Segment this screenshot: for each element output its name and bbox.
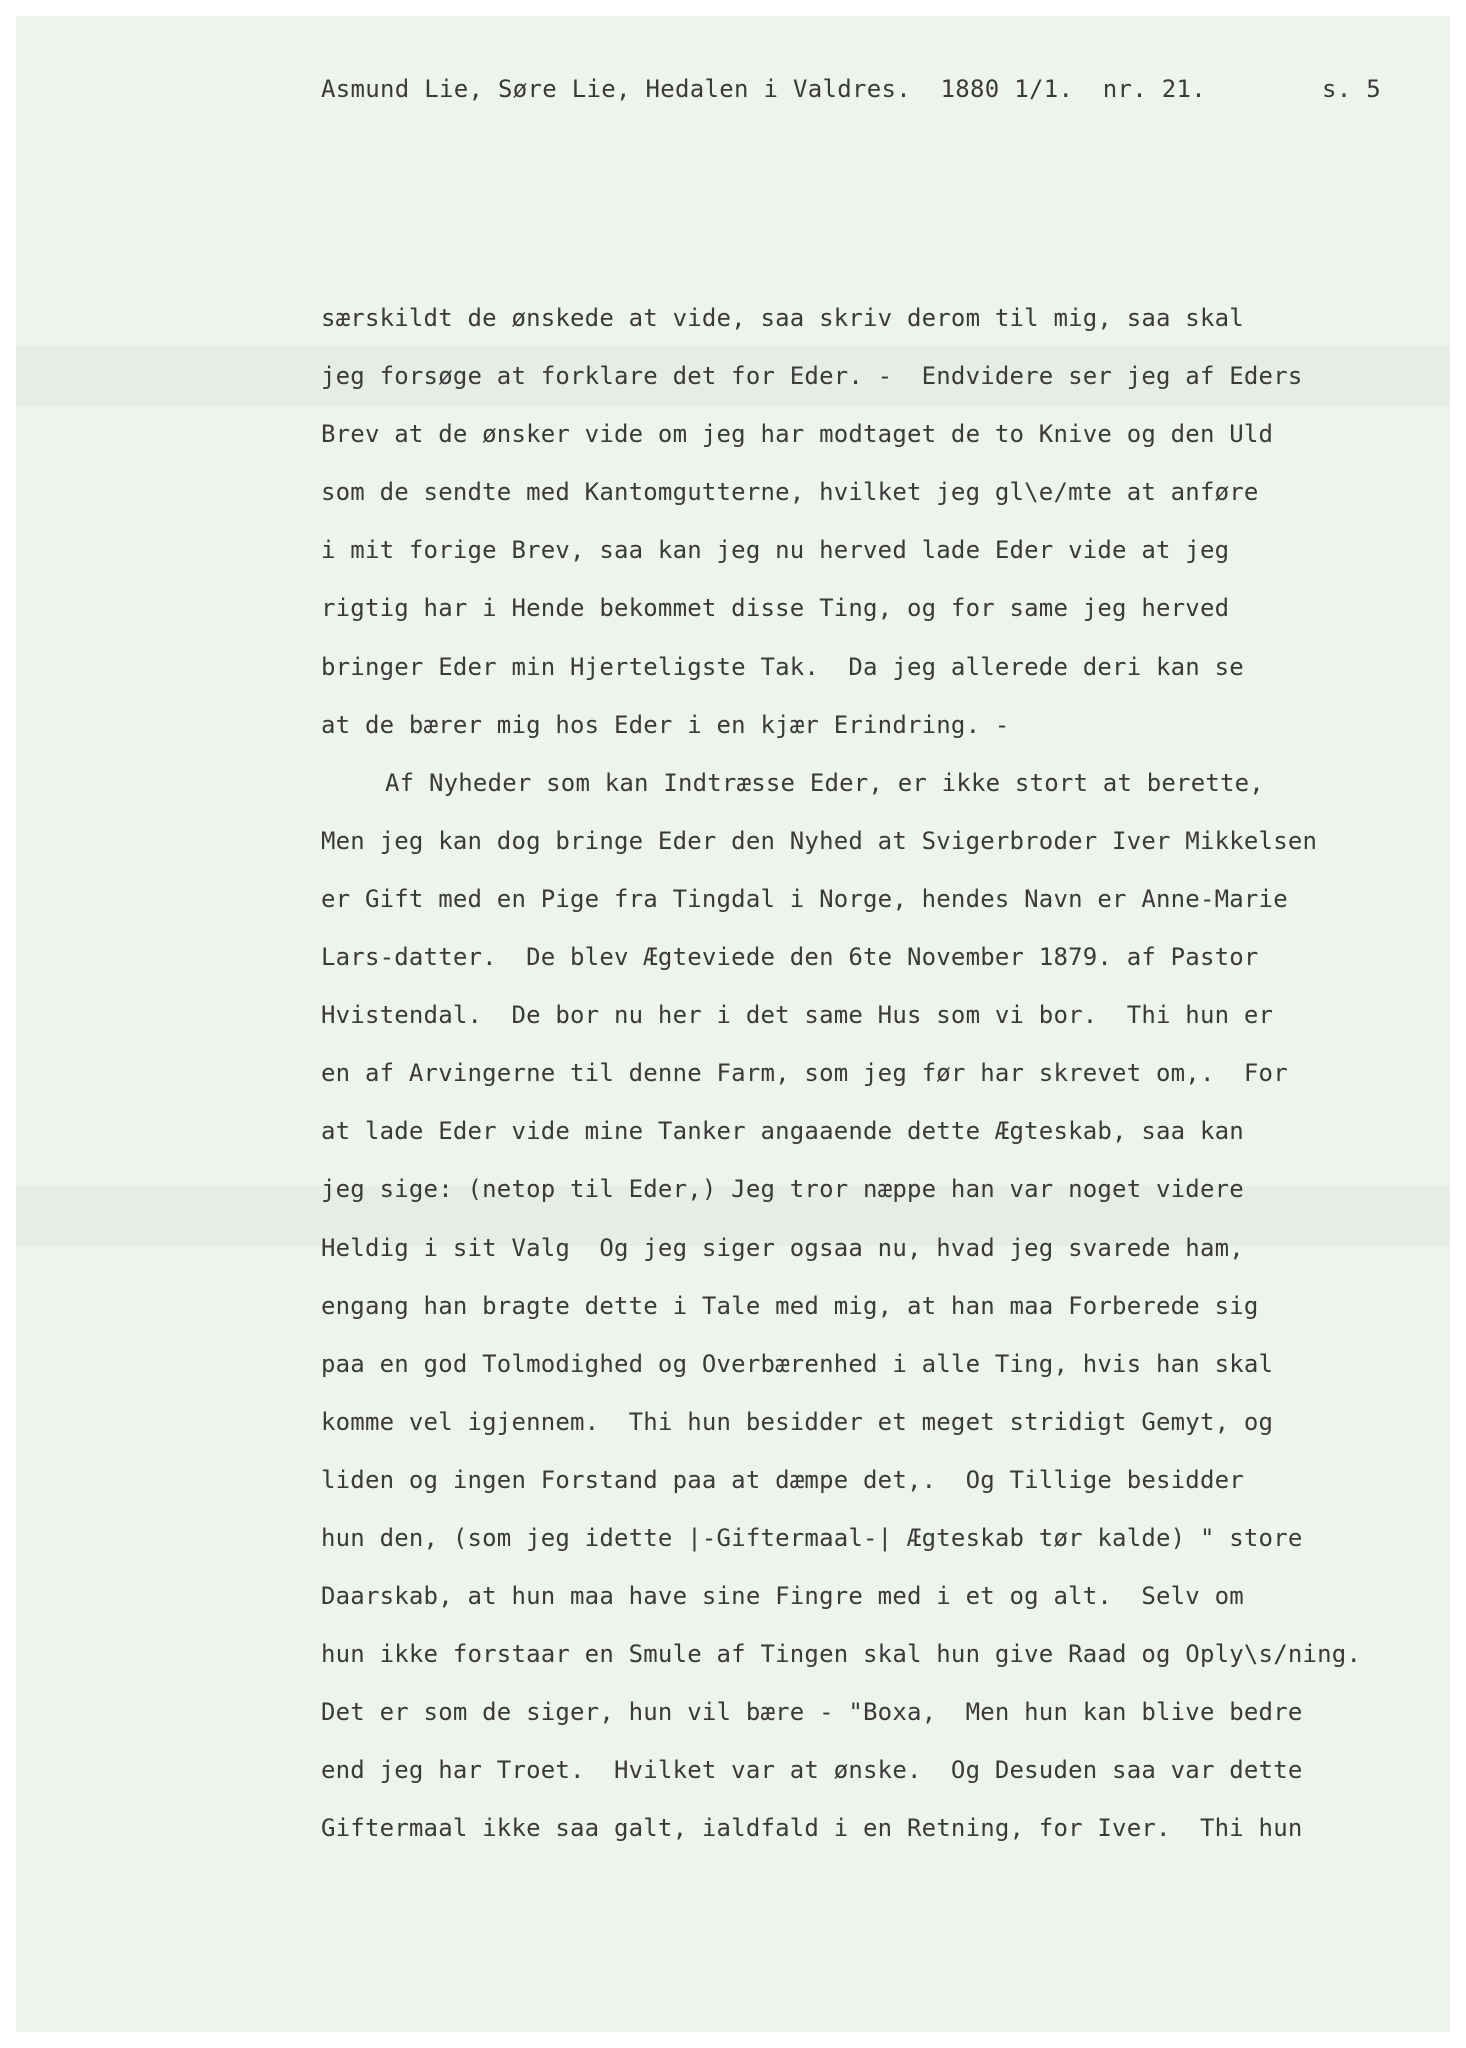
text-line: hun ikke forstaar en Smule af Tingen skal hun give Raad og Oply\s/ning.: [321, 1640, 1362, 1669]
text-line: jeg forsøge at forklare det for Eder. - Endvidere ser jeg af Eders: [321, 362, 1303, 391]
text-line: Det er som de siger, hun vil bære - "Boxa, Men hun kan blive bedre: [321, 1698, 1303, 1727]
text-line: rigtig har i Hende bekommet disse Ting, og for same jeg herved: [321, 594, 1230, 623]
text-line: Af Nyheder som kan Indtræsse Eder, er ikke stort at berette,: [385, 768, 1264, 797]
letter-body: [321, 289, 1381, 1858]
text-line: jeg sige: (netop til Eder,) Jeg tror næppe han var noget videre: [321, 1175, 1244, 1204]
text-line: i mit forige Brev, saa kan jeg nu herved lade Eder vide at jeg: [321, 536, 1230, 565]
text-line: som de sendte med Kantomgutterne, hvilket jeg gl\e/mte at anføre: [321, 478, 1259, 507]
text-line: særskildt de ønskede at vide, saa skriv derom til mig, saa skal: [321, 304, 1244, 332]
text-line: liden og ingen Forstand paa at dæmpe det,. Og Tillige besidder: [321, 1465, 1244, 1494]
text-line: en af Arvingerne til denne Farm, som jeg før har skrevet om,. For: [321, 1059, 1288, 1088]
text-line: hun den, (som jeg idette |-Giftermaal-| Ægteskab tør kalde) " store: [321, 1523, 1303, 1552]
text-line: komme vel igjennem. Thi hun besidder et meget stridigt Gemyt, og: [321, 1407, 1274, 1436]
header-text: Asmund Lie, Søre Lie, Hedalen i Valdres. 1880 1/1. nr. 21.: [321, 75, 1206, 103]
text-line: er Gift med en Pige fra Tingdal i Norge, hendes Navn er Anne-Marie: [321, 884, 1288, 913]
text-line: end jeg har Troet. Hvilket var at ønske. Og Desuden saa var dette: [321, 1756, 1303, 1785]
text-line: bringer Eder min Hjerteligste Tak. Da jeg allerede deri kan se: [321, 652, 1244, 681]
text-line: at de bærer mig hos Eder i en kjær Erindring. -: [321, 710, 1010, 739]
text-line: Heldig i sit Valg Og jeg siger ogsaa nu, hvad jeg svarede ham,: [321, 1233, 1244, 1262]
text-line: engang han bragte dette i Tale med mig, at han maa Forberede sig: [321, 1291, 1259, 1320]
text-line: Lars-datter. De blev Ægteviede den 6te November 1879. af Pastor: [321, 943, 1259, 972]
text-line: Brev at de ønsker vide om jeg har modtaget de to Knive og den Uld: [321, 420, 1274, 449]
page-header: [321, 63, 1381, 115]
page-number: s. 5: [1322, 75, 1381, 103]
text-line: at lade Eder vide mine Tanker angaaende dette Ægteskab, saa kan: [321, 1117, 1244, 1146]
text-line: Hvistendal. De bor nu her i det same Hus som vi bor. Thi hun er: [321, 1001, 1274, 1030]
text-line: paa en god Tolmodighed og Overbærenhed i alle Ting, hvis han skal: [321, 1349, 1274, 1378]
text-line: Men jeg kan dog bringe Eder den Nyhed at Svigerbroder Iver Mikkelsen: [321, 826, 1318, 855]
text-line: Daarskab, at hun maa have sine Fingre med i et og alt. Selv om: [321, 1582, 1244, 1611]
text-line: Giftermaal ikke saa galt, ialdfald i en Retning, for Iver. Thi hun: [321, 1814, 1303, 1843]
